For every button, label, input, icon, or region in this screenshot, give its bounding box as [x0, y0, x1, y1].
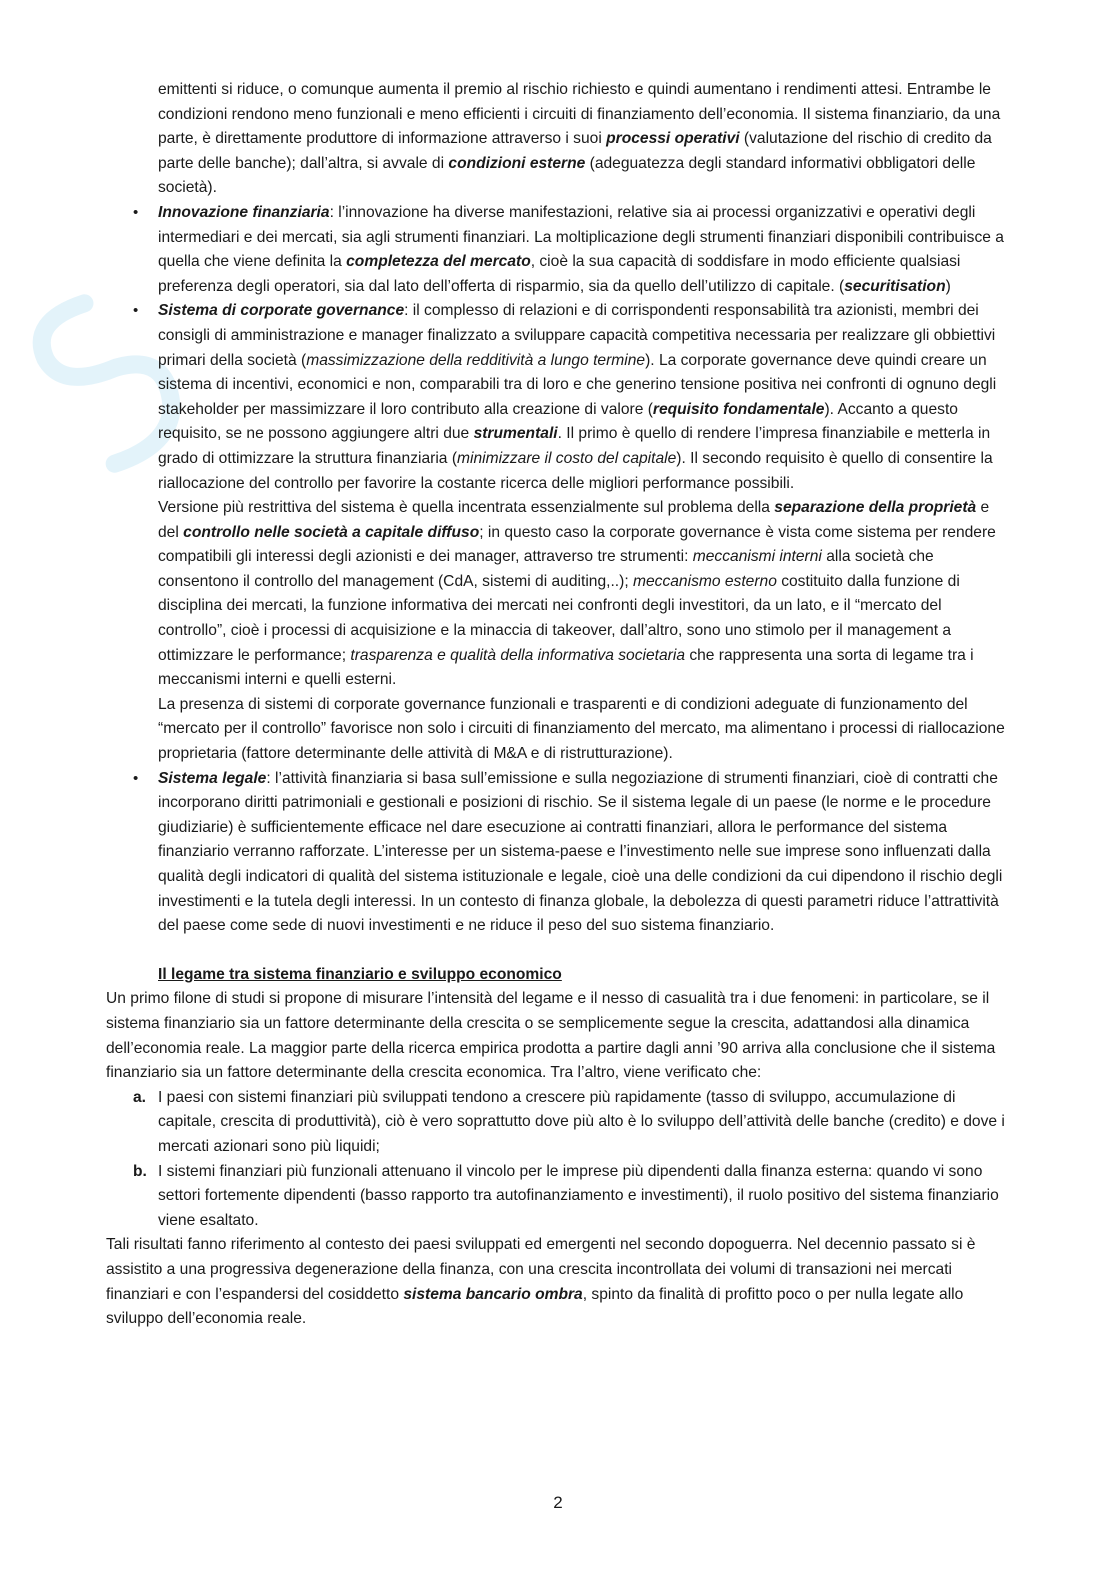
page-number: 2 [553, 1493, 563, 1512]
term-separazione-proprieta: separazione della proprietà [774, 499, 977, 517]
governance-paragraph-2: Versione più restrittiva del sistema è quella incentrata essenzialmente sul problema della separazione della proprietà e del controllo nelle società a capitale diffuso; in questo caso la corporate governance è vista come sistema per rendere compatibili gli interessi degli azionisti e dei manager, attraverso tre strumenti: meccanismi interni alla società che consentono il controllo del management (CdA, sistemi di auditing,..); meccanismo esterno costituito dalla funzione di disciplina dei mercati, la funzione informativa dei mercati nei confronti degli investitori, da un lato, e il “mercato del controllo”, cioè i processi di acquisizione e la minaccia di takeover, dall’altro, sono uno stimolo per il management a ottimizzare le performance; trasparenza e qualità della informativa societaria che rappresenta una sorta di legame tra i meccanismi interni e quelli esterni. [158, 499, 996, 689]
section-title: Il legame tra sistema finanziario e sviluppo economico [158, 965, 562, 983]
finding-item-b: b. I sistemi finanziari più funzionali attenuano il vincolo per le imprese più dipendenti dalla finanza esterna: quando vi sono settori fortemente dipendenti (basso rapporto tra autofinanziamento e investimenti), il ruolo positivo del sistema finanziario viene esaltato. [106, 1160, 1006, 1234]
list-marker: b. [133, 1162, 147, 1180]
term-securitisation: securitisation [844, 277, 946, 295]
term-requisito-fondamentale: requisito fondamentale [652, 400, 825, 418]
term-processi-operativi: processi operativi [606, 130, 740, 148]
term-condizioni-esterne: condizioni esterne [448, 154, 586, 172]
term-sistema-bancario-ombra: sistema bancario ombra [403, 1285, 583, 1303]
finding-item-a: a. I paesi con sistemi finanziari più sviluppati tendono a crescere più rapidamente (tasso di sviluppo, accumulazione di capitale, crescita di produttività), ciò è vero soprattutto dove più alto è lo sviluppo dell’attività delle banche (credito) e dove i mercati azionari sono più liquidi; [106, 1086, 1006, 1160]
governance-paragraph-3: La presenza di sistemi di corporate governance funzionali e trasparenti e di condizioni adeguate di funzionamento del “mercato per il controllo” favorisce non solo i circuiti di finanziamento del mercato, ma alimentano i processi di riallocazione proprietaria (fattore determinante delle attività di M&A e di ristrutturazione). [158, 695, 1005, 763]
term-completezza-del-mercato: completezza del mercato [346, 253, 531, 271]
list-marker: a. [133, 1088, 147, 1106]
closing-paragraph: Tali risultati fanno riferimento al contesto dei paesi sviluppati ed emergenti nel secondo dopoguerra. Nel decennio passato si è assistito a una progressiva degenerazione della finanza, con una crescita incontrollata dei volumi di transazioni nei mercati finanziari e con l’espandersi del cosiddetto sistema bancario ombra, spinto da finalità di profitto poco o per nulla legate allo sviluppo dell’economia reale. [106, 1236, 976, 1328]
section-intro-paragraph: Un primo filone di studi si propone di misurare l’intensità del legame e il nesso di casualità tra i due fenomeni: in particolare, se il sistema finanziario sia un fattore determinante della crescita o se semplicemente segue la crescita, adattandosi alla dinamica dell’economia reale. La maggior parte della ricerca empirica prodotta a partire dagli anni ’90 arriva alla conclusione che il sistema finanziario sia un fattore determinante della crescita economica. Tra l’altro, viene verificato che: [106, 990, 996, 1082]
term-sistema-legale: Sistema legale [158, 769, 267, 787]
governance-paragraph-1: • Sistema di corporate governance: il complesso di relazioni e di corrispondenti responsabilità tra azionisti, membri dei consigli di amministrazione e manager finalizzato a sviluppare capacità competitiva necessaria per realizzare gli obbiettivi primari della società (massimizzazione della redditività a lungo termine). La corporate governance deve quindi creare un sistema di incentivi, economici e non, comparabili tra di loro e che generino tensione positiva nei confronti di ognuno degli stakeholder per massimizzare il loro contributo alla creazione di valore (requisito fondamentale). Accanto a questo requisito, se ne possono aggiungere altri due strumentali. Il primo è quello di rendere l’impresa finanziabile e metterla in grado di ottimizzare la struttura finanziaria (minimizzare il costo del capitale). Il secondo requisito è quello di consentire la riallocazione del controllo per favorire la costante ricerca delle migliori performance possibili. [158, 302, 997, 492]
findings-list [106, 1086, 1006, 1234]
bullet-sistema-legale: • Sistema legale: l’attività finanziaria si basa sull’emissione e sulla negoziazione di strumenti finanziari, cioè di contratti che incorporano diritti patrimoniali e gestionali e posizioni di rischio. Se il sistema legale di un paese (le norme e le procedure giudiziarie) è sufficientemente efficace nel dare esecuzione ai contratti finanziari, allora le performance del sistema finanziario verranno rafforzate. L’interesse per un sistema-paese e l’investimento nelle sue imprese sono influenzati dalla qualità degli indicatori di qualità del sistema istituzionale e legale, cioè una delle condizioni da cui dipendono il rischio degli investimenti e la tutela degli interessi. In un contesto di finanza globale, la debolezza di questi parametri riduce l’attrattività del paese come sede di nuovi investimenti e ne riduce il peso del suo sistema finanziario. [106, 767, 1006, 939]
determinants-bullet-list [106, 201, 1006, 939]
bullet-innovazione-finanziaria: • Innovazione finanziaria: l’innovazione ha diverse manifestazioni, relative sia ai processi organizzativi e operativi degli intermediari e dei mercati, sia agli strumenti finanziari. La moltiplicazione degli strumenti finanziari disponibili contribuisce a quella che viene definita la completezza del mercato, cioè la sua capacità di soddisfare in modo efficiente qualsiasi preferenza degli operatori, sia dal lato dell’offerta di risparmio, sia da quello dell’utilizzo di capitale. (securitisation) [106, 201, 1006, 299]
term-strumentali: strumentali [473, 425, 558, 443]
term-corporate-governance: Sistema di corporate governance [158, 302, 405, 320]
bullet-corporate-governance [106, 299, 1006, 766]
term-controllo-capitale-diffuso: controllo nelle società a capitale diffuso [183, 523, 480, 541]
term-innovazione-finanziaria: Innovazione finanziaria [158, 203, 330, 221]
continuation-paragraph: emittenti si riduce, o comunque aumenta il premio al rischio richiesto e quindi aumentano i rendimenti attesi. Entrambe le condizioni rendono meno funzionali e meno efficienti i circuiti di finanziamento dell’economia. Il sistema finanziario, da una parte, è direttamente produttore di informazione attraverso i suoi processi operativi (valutazione del rischio di credito da parte delle banche); dall’altra, si avvale di condizioni esterne (adeguatezza degli standard informativi obbligatori delle società). [158, 81, 1001, 197]
document-page [106, 78, 1006, 1332]
